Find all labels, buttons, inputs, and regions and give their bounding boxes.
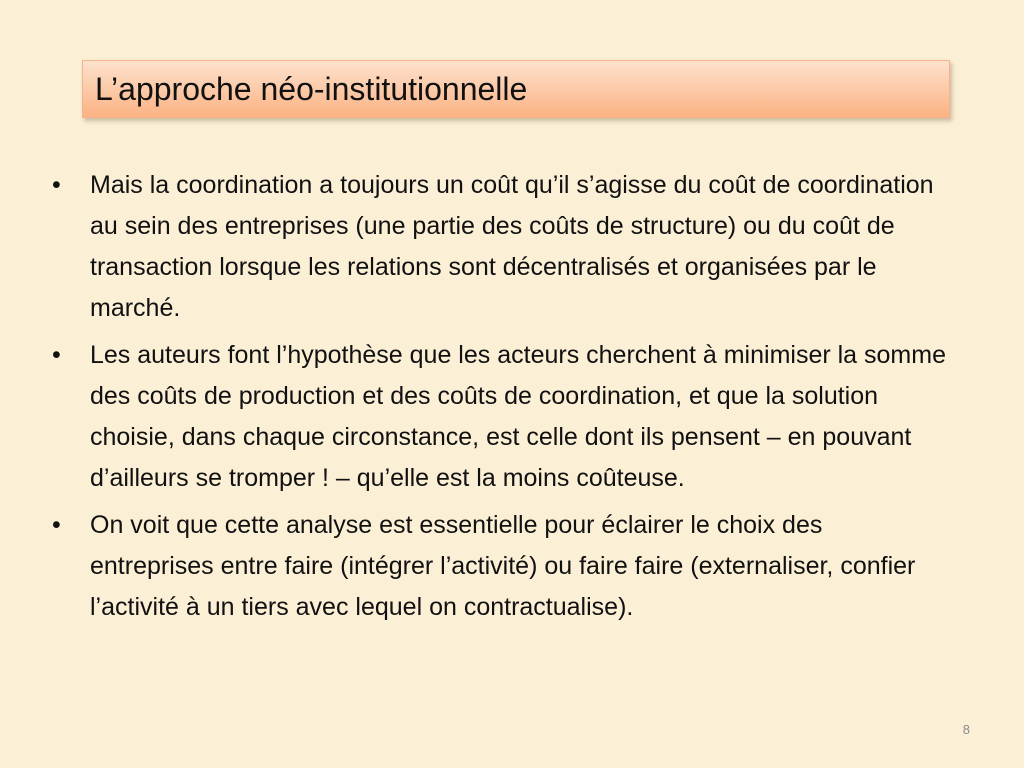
bullet-text: On voit que cette analyse est essentielle pour éclairer le choix des entreprises entre faire (intégrer l’activité) ou faire faire (externaliser, confier l’activité à un tiers avec lequel on contractualise).: [90, 511, 916, 621]
title-box: [82, 60, 950, 118]
bullet-item: [52, 165, 952, 329]
bullet-text: Les auteurs font l’hypothèse que les acteurs cherchent à minimiser la somme des coûts de production et des coûts de coordination, et que la solution choisie, dans chaque circonstance, est celle dont ils pensent – en pouvant d’ailleurs se tromper ! – qu’elle est la moins coûteuse.: [90, 341, 946, 492]
bullet-item: [52, 505, 952, 628]
bullet-text: Mais la coordination a toujours un coût qu’il s’agisse du coût de coordination au sein des entreprises (une partie des coûts de structure) ou du coût de transaction lorsque les relations sont décentralisés et organisées par le marché.: [90, 171, 934, 322]
page-number: 8: [962, 722, 970, 737]
bullet-marker: •: [52, 511, 61, 539]
bullet-item: [52, 335, 952, 499]
bullet-marker: •: [52, 171, 61, 199]
bullet-marker: •: [52, 341, 61, 369]
slide-title: L’approche néo-institutionnelle: [95, 71, 528, 107]
bullet-list: [52, 165, 952, 634]
